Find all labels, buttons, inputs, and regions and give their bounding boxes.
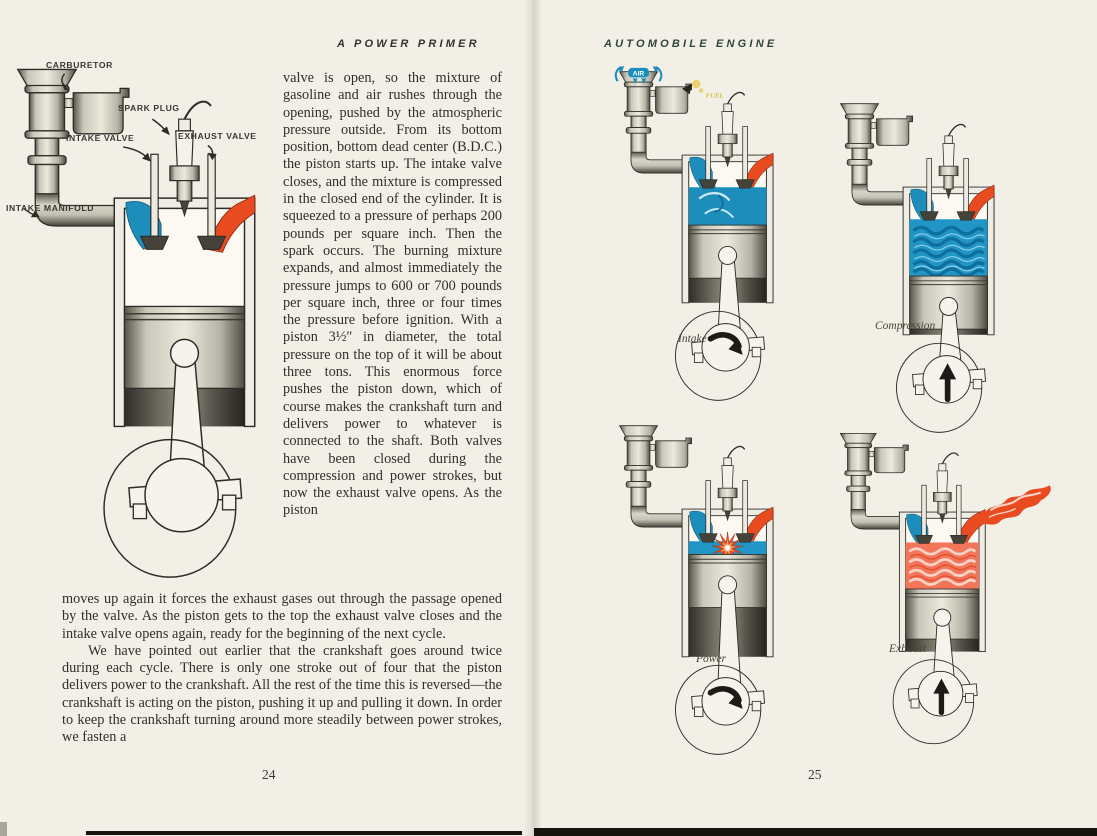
exhaust-gases <box>906 542 979 589</box>
exhaust-flame-icon <box>982 485 1051 524</box>
crankshaft <box>896 343 985 432</box>
crankshaft <box>675 665 764 754</box>
figure-exhaust <box>833 428 1057 750</box>
wrist-pin <box>719 576 737 594</box>
crankshaft <box>675 311 764 400</box>
scan-edge-left <box>86 831 522 835</box>
caption-compression: Compression <box>875 320 936 332</box>
paragraph-2: We have pointed out earlier that the crankshaft goes around twice during each cycle. There is only one stroke out of four that the piston delivers power to the crankshaft. All the rest of the time this is reversed—the crankshaft is acting on the piston, pushing it up and pulling it down. In order to keep the crankshaft turning around more steadily between power strokes, we fasten a <box>62 642 502 746</box>
caption-exhaust: Exhaust <box>889 643 927 655</box>
scan-edge-right <box>534 828 1097 836</box>
body-text-wide <box>62 591 502 747</box>
fuel-text: FUEL <box>705 92 724 100</box>
label-carburetor: CARBURETOR <box>46 60 113 70</box>
label-intake-manifold: INTAKE MANIFOLD <box>6 203 95 213</box>
figure-compression <box>833 98 1013 439</box>
page-number-right: 25 <box>808 767 822 782</box>
body-text-column: valve is open, so the mixture of gasoline and air rushes through the opening, pushed by the atmospheric pressure outside. From its bottom position, bottom dead center (B.D.C.) the piston starts up. The intake valve closes, and the mixture is compressed in the closed end of the cylinder. It is squeezed to a pressure of perhaps 200 pounds per square inch. Then the spark occurs. The burning mixture expands, and almost immediately the pressure jumps to 600 or 700 pounds per square inch, three or four times the pressure before ignition. With a piston 3½″ in diameter, the total pressure on the top of it will be about three tons. This enormous force pushes the piston down, which of course makes the crankshaft turn and delivers power to whatever is connected to the shaft. Both valves have been closed during the compression and power strokes, but now the exhaust valve opens. As the piston <box>283 70 502 519</box>
wrist-pin <box>719 246 737 264</box>
figure-power <box>612 420 792 761</box>
running-head-right: AUTOMOBILE ENGINE <box>604 38 778 50</box>
running-head-left: A POWER PRIMER <box>337 38 480 50</box>
crankshaft <box>893 660 977 744</box>
label-spark-plug: SPARK PLUG <box>118 103 180 113</box>
wrist-pin <box>171 339 199 367</box>
page-gutter <box>524 0 542 836</box>
crankshaft <box>104 440 242 578</box>
page-number-left: 24 <box>262 767 276 782</box>
label-intake-valve: INTAKE VALVE <box>66 133 135 143</box>
caption-intake: Intake <box>678 333 707 345</box>
label-exhaust-valve: EXHAUST VALVE <box>178 131 257 141</box>
air-text: AIR <box>632 70 645 78</box>
scan-smudge <box>0 822 7 836</box>
caption-power: Power <box>696 653 727 665</box>
wrist-pin <box>940 297 958 315</box>
fuel-label <box>682 80 723 100</box>
wrist-pin <box>934 609 951 626</box>
paragraph-1-continuation: moves up again it forces the exhaust gases out through the passage opened by the valve. As the piston gets to the top the exhaust valve closes and the intake valve opens again, ready for the beginning of the next cycle. <box>62 591 502 642</box>
figure-intake <box>612 66 792 407</box>
compressed-mixture <box>910 219 988 276</box>
